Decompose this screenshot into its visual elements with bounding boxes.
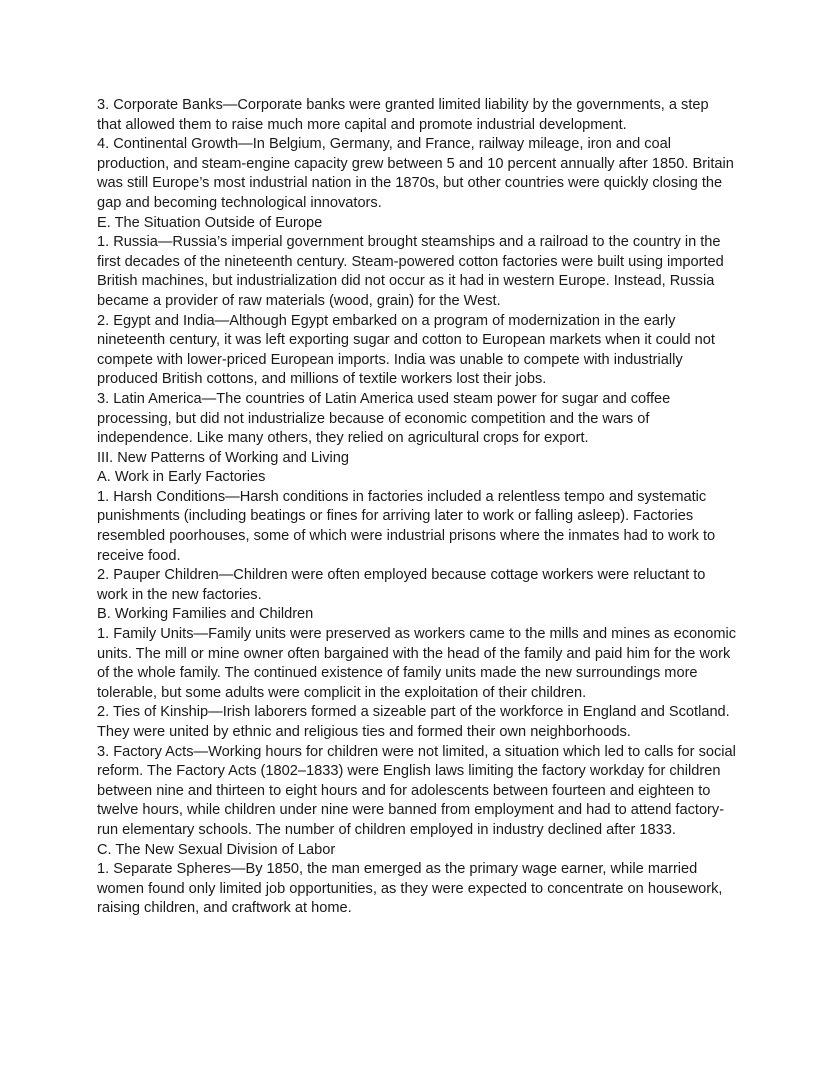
paragraph-pauper-children: 2. Pauper Children—Children were often employed because cottage workers were reluctant to work in the new factories. <box>97 567 706 603</box>
heading-sexual-division-labor: C. The New Sexual Division of Labor <box>97 841 336 858</box>
paragraph-family-units: 1. Family Units—Family units were preserved as workers came to the mills and mines as economic units. The mill or mine owner often bargained with the head of the family and paid him for the work of the whole family. The continued existence of family units made the new surroundings more tolerable, but some adults were complicit in the exploitation of their children. <box>97 626 737 701</box>
paragraph-russia: 1. Russia—Russia’s imperial government brought steamships and a railroad to the country in the first decades of the nineteenth century. Steam-powered cotton factories were built using imported British machines, but industrialization did not occur as it had in western Europe. Instead, Russia became a provider of raw materials (wood, grain) for the West. <box>97 234 724 309</box>
paragraph-ties-of-kinship: 2. Ties of Kinship—Irish laborers formed a sizeable part of the workforce in England and Scotland. They were united by ethnic and religious ties and formed their own neighborhoods. <box>97 704 730 740</box>
paragraph-egypt-india: 2. Egypt and India—Although Egypt embarked on a program of modernization in the early nineteenth century, it was left exporting sugar and cotton to European markets when it could not compete with lower-priced European imports. India was unable to compete with industrially produced British cottons, and millions of textile workers lost their jobs. <box>97 312 715 388</box>
paragraph-latin-america: 3. Latin America—The countries of Latin America used steam power for sugar and coffee processing, but did not industrialize because of economic competition and the wars of independence. Like many others, they relied on agricultural crops for export. <box>97 390 671 447</box>
heading-situation-outside-europe: E. The Situation Outside of Europe <box>97 214 323 231</box>
document-page <box>97 96 737 919</box>
paragraph-separate-spheres: 1. Separate Spheres—By 1850, the man emerged as the primary wage earner, while married women found only limited job opportunities, as they were expected to concentrate on housework, raising children, and craftwork at home. <box>97 861 723 917</box>
heading-new-patterns: III. New Patterns of Working and Living <box>97 449 349 466</box>
heading-work-early-factories: A. Work in Early Factories <box>97 469 266 486</box>
paragraph-harsh-conditions: 1. Harsh Conditions—Harsh conditions in factories included a relentless tempo and systematic punishments (including beatings or fines for arriving later to work or falling asleep). Factories resembled poorhouses, some of which were industrial prisons where the inmates had to work to receive food. <box>97 488 716 564</box>
paragraph-factory-acts: 3. Factory Acts—Working hours for children were not limited, a situation which led to calls for social reform. The Factory Acts (1802–1833) were English laws limiting the factory workday for children between nine and thirteen to eight hours and for adolescents between fourteen and eighteen to twelve hours, while children under nine were banned from employment and had to attend factory-run elementary schools. The number of children employed in industry declined after 1833. <box>97 743 736 838</box>
paragraph-corporate-banks: 3. Corporate Banks—Corporate banks were granted limited liability by the governments, a step that allowed them to raise much more capital and promote industrial development. <box>97 97 709 133</box>
heading-working-families: B. Working Families and Children <box>97 606 314 623</box>
paragraph-continental-growth: 4. Continental Growth—In Belgium, Germany, and France, railway mileage, iron and coal production, and steam-engine capacity grew between 5 and 10 percent annually after 1850. Britain was still Europe’s most industrial nation in the 1870s, but other countries were quickly closing the gap and becoming technological innovators. <box>97 136 734 211</box>
